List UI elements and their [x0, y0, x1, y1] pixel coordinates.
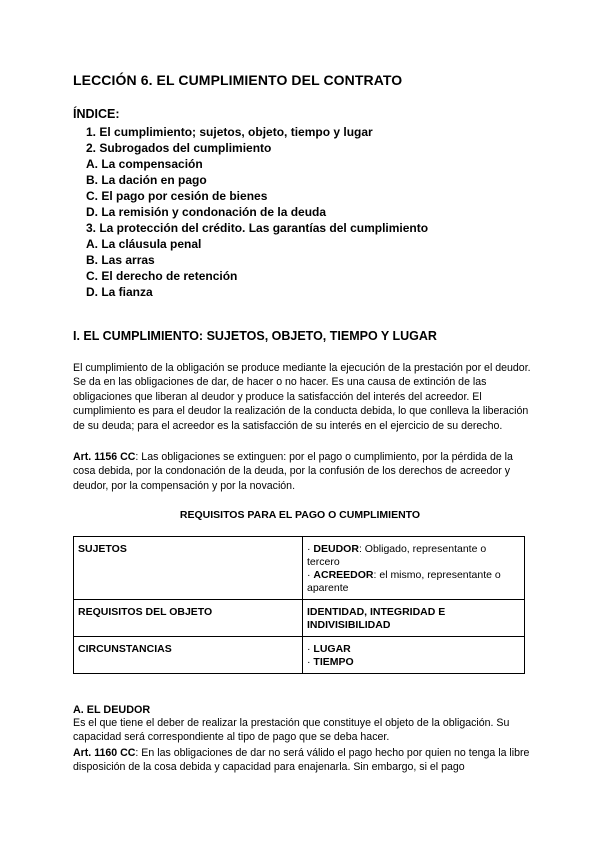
- toc-item: B. La dación en pago: [86, 173, 207, 187]
- table-of-contents: [86, 124, 428, 300]
- row-value: IDENTIDAD, INTEGRIDAD E INDIVISIBILIDAD: [303, 600, 525, 637]
- art-1160-label: Art. 1160 CC: [73, 747, 136, 759]
- bullet: ·: [307, 643, 314, 655]
- row-label: SUJETOS: [74, 537, 303, 600]
- section-heading: I. EL CUMPLIMIENTO: SUJETOS, OBJETO, TIEMPO Y LUGAR: [73, 329, 437, 343]
- deudor-paragraph: Es el que tiene el deber de realizar la prestación que constituye el objeto de la obligación. Su capacidad será correspondiente al tipo de pago que se deba hacer.: [73, 717, 510, 744]
- table-row: [74, 637, 525, 674]
- deudor-label: DEUDOR: [313, 543, 359, 555]
- value-line: [307, 569, 520, 595]
- index-heading: ÍNDICE:: [73, 107, 120, 121]
- bullet: ·: [307, 569, 314, 581]
- value-line: [307, 643, 520, 656]
- toc-item: B. Las arras: [86, 253, 155, 267]
- toc-item: D. La remisión y condonación de la deuda: [86, 205, 327, 219]
- toc-item: C. El pago por cesión de bienes: [86, 189, 268, 203]
- art-1156-paragraph: [73, 450, 533, 493]
- acreedor-text: : el mismo, representante o aparente: [307, 569, 501, 594]
- page-title: LECCIÓN 6. EL CUMPLIMIENTO DEL CONTRATO: [73, 72, 403, 88]
- row-value: [303, 637, 525, 674]
- bullet: ·: [307, 543, 314, 555]
- toc-item: A. La compensación: [86, 157, 203, 171]
- art-1160-text: : En las obligaciones de dar no será válido el pago hecho por quien no tenga la libre disposición de la cosa debida y capacidad para enajenarla. Sin embargo, si el pago: [73, 747, 530, 774]
- subsection-heading: A. EL DEUDOR: [73, 704, 151, 716]
- bullet: ·: [307, 656, 314, 668]
- art-1156-text: : Las obligaciones se extinguen: por el pago o cumplimiento, por la pérdida de la cosa debida, por la condonación de la deuda, por la confusión de los derechos de acreedor y deudor, por la compensación y por la novación.: [73, 451, 513, 492]
- requirements-table: [73, 536, 525, 674]
- cumplimiento-paragraph: El cumplimiento de la obligación se produce mediante la ejecución de la prestación por el deudor. Se da en las obligaciones de dar, de hacer o no hacer. Es una causa de extinción de las obligaciones que liberan al deudor y produce la satisfacción del interés del acreedor. El cumplimiento es para el deudor la realización de la conducta debida, lo que conlleva la liberación de su deuda; para el acreedor es la satisfacción de su interés en el ejercicio de su derecho.: [73, 362, 531, 432]
- row-label: REQUISITOS DEL OBJETO: [74, 600, 303, 637]
- art-1156-label: Art. 1156 CC: [73, 451, 136, 463]
- value-line: [307, 656, 520, 669]
- toc-item: 1. El cumplimiento; sujetos, objeto, tiempo y lugar: [86, 125, 373, 139]
- table-title: REQUISITOS PARA EL PAGO O CUMPLIMIENTO: [179, 509, 421, 521]
- table-row: [74, 537, 525, 600]
- toc-item: 2. Subrogados del cumplimiento: [86, 141, 272, 155]
- toc-item: 3. La protección del crédito. Las garantías del cumplimiento: [86, 221, 429, 235]
- deudor-text: : Obligado, representante o tercero: [307, 543, 487, 568]
- row-value: [303, 537, 525, 600]
- art-1160-paragraph: [73, 746, 533, 775]
- lugar-label: LUGAR: [313, 643, 351, 655]
- toc-item: D. La fianza: [86, 285, 153, 299]
- toc-item: C. El derecho de retención: [86, 269, 238, 283]
- acreedor-label: ACREEDOR: [313, 569, 374, 581]
- row-label: CIRCUNSTANCIAS: [74, 637, 303, 674]
- value-line: [307, 543, 520, 569]
- tiempo-label: TIEMPO: [313, 656, 354, 668]
- table-row: [74, 600, 525, 637]
- toc-item: A. La cláusula penal: [86, 237, 202, 251]
